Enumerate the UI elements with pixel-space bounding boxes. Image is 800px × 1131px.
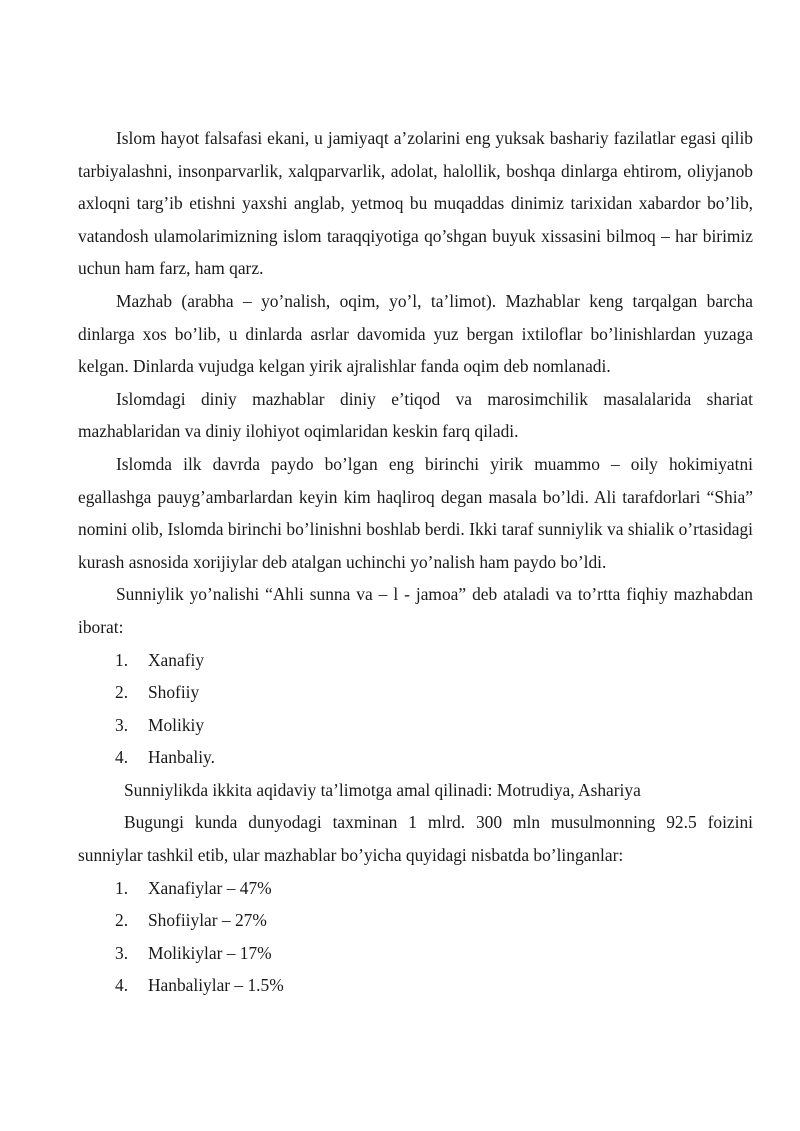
paragraph-sunniylik: Sunniylik yo’nalishi “Ahli sunna va – l - jamoa” deb ataladi va to’rtta fiqhiy mazhabdan iborat: bbox=[78, 584, 753, 637]
list-number: 1. bbox=[115, 877, 129, 898]
list-number: 3. bbox=[115, 714, 129, 735]
list-item bbox=[78, 644, 753, 677]
list-number: 4. bbox=[115, 747, 129, 768]
list-number: 3. bbox=[115, 942, 129, 963]
paragraph-diniy-mazhablar: Islomdagi diniy mazhablar diniy e’tiqod va marosimchilik masalalarida shariat mazhablaridan va diniy ilohiyot oqimlaridan keskin farq qiladi. bbox=[78, 388, 753, 442]
percent-list bbox=[78, 872, 753, 1002]
list-item bbox=[78, 709, 753, 742]
list-item bbox=[78, 676, 753, 709]
madhhab-list bbox=[78, 644, 753, 774]
list-item bbox=[78, 741, 753, 774]
list-text: Shofiiylar – 27% bbox=[148, 910, 267, 931]
list-text: Molikiylar – 17% bbox=[148, 942, 272, 963]
document-page bbox=[78, 122, 753, 1002]
list-text: Xanafiy bbox=[148, 649, 205, 670]
paragraph-statistics: Bugungi kunda dunyodagi taxminan 1 mlrd. 300 mln musulmonning 92.5 foizini sunniylar tashkil etib, ular mazhablar bo’yicha quyidagi nisbatda bo’linganlar: bbox=[78, 812, 753, 866]
list-text: Hanbaliy. bbox=[148, 747, 215, 768]
list-number: 4. bbox=[115, 975, 129, 996]
list-text: Molikiy bbox=[148, 714, 205, 735]
list-number: 1. bbox=[115, 649, 129, 670]
list-number: 2. bbox=[115, 682, 129, 703]
paragraph-ilk-davr: Islomda ilk davrda paydo bo’lgan eng birinchi yirik muammo – oily hokimiyatni egallashga pauyg’ambarlardan keyin kim haqliroq degan masala bo’ldi. Ali tarafdorlari “Shia” nomini olib, Islomda birinchi bo’linishni boshlab berdi. Ikki taraf sunniylik va shialik o’rtasidagi kurash asnosida xorijiylar deb atalgan uchinchi yo’nalish ham paydo bo’ldi. bbox=[78, 453, 753, 572]
paragraph-islom-philosophy: Islom hayot falsafasi ekani, u jamiyaqt a’zolarini eng yuksak bashariy fazilatlar egasi qilib tarbiyalashni, insonparvarlik, xalqparvarlik, adolat, halollik, boshqa dinlarga ehtirom, oliyjanob axloqni targ’ib etishni yaxshi anglab, yetmoq bu muqaddas dinimiz tarixidan xabardor bo’lib, vatandosh ulamolarimizning islom taraqqiyotiga qo’shgan buyuk xissasini bilmoq – har birimiz uchun ham farz, ham qarz. bbox=[78, 128, 753, 279]
paragraph-mazhab-definition: Mazhab (arabha – yo’nalish, oqim, yo’l, ta’limot). Mazhablar keng tarqalgan barcha dinlarga xos bo’lib, u dinlarda asrlar davomida yuz bergan ixtiloflar bo’linishlardan yuzaga kelgan. Dinlarda vujudga kelgan yirik ajralishlar fanda oqim deb nomlanadi. bbox=[78, 290, 753, 377]
list-item bbox=[78, 872, 753, 905]
list-text: Shofiiy bbox=[148, 682, 200, 703]
aqida-line: Sunniylikda ikkita aqidaviy ta’limotga amal qilinadi: Motrudiya, Ashariya bbox=[124, 779, 641, 800]
list-text: Hanbaliylar – 1.5% bbox=[148, 975, 284, 996]
list-text: Xanafiylar – 47% bbox=[148, 877, 272, 898]
list-number: 2. bbox=[115, 910, 129, 931]
list-item bbox=[78, 904, 753, 937]
list-item bbox=[78, 969, 753, 1002]
list-item bbox=[78, 937, 753, 970]
